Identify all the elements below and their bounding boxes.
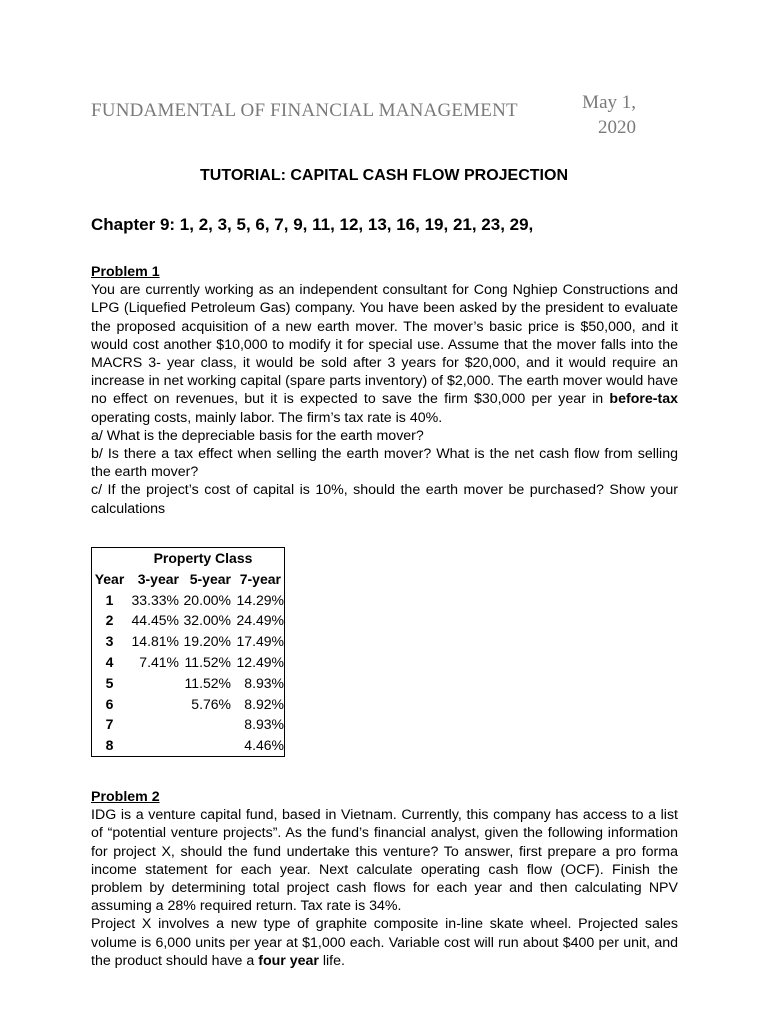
table-cell: 8.92%: [244, 695, 284, 712]
project-x-text-part-1: Project X involves a new type of graphite composite in-line skate wheel. Projected sales volume is 6,000 units per year at $1,000 each. Variable cost will run about $400 per unit, and the product should have a: [91, 916, 678, 969]
table-row: [92, 610, 285, 631]
date-line-1: May 1,: [582, 92, 636, 113]
tutorial-title: TUTORIAL: CAPITAL CASH FLOW PROJECTION: [200, 167, 568, 184]
header-date: [560, 90, 636, 140]
table-cell: 4.46%: [244, 737, 284, 754]
table-cell: 33.33%: [131, 591, 179, 608]
table-cell: 7: [105, 716, 114, 733]
table-row: [92, 590, 285, 611]
problem-1-heading: Problem 1: [91, 264, 160, 280]
table-cell: 7.41%: [139, 653, 179, 670]
date-line-2: 2020: [598, 117, 636, 138]
problem-2-description: IDG is a venture capital fund, based in Vietnam. Currently, this company has access to a list of “potential venture projects”. As the fund’s financial analyst, given the following information for project X, should the fund undertake this venture? To answer, first prepare a pro forma income statement for each year. Next calculate operating cash flow (OCF). Finish the problem by determining total project cash flows for each year and then calculating NPV assuming a 28% required return. Tax rate is 34%.: [91, 807, 678, 915]
table-cell: 3: [105, 633, 114, 650]
column-header: 5-year: [189, 570, 231, 587]
table-cell: [127, 714, 179, 735]
table-cell: [179, 714, 231, 735]
problem-2-heading: Problem 2: [91, 789, 160, 805]
table-row: [92, 714, 285, 735]
table-cell: 2: [105, 612, 114, 629]
project-x-bold-term: four year: [258, 952, 319, 969]
table-cell: 4: [105, 653, 114, 670]
question-a: a/ What is the depreciable basis for the earth mover?: [91, 427, 424, 444]
table-cell: 14.29%: [236, 591, 284, 608]
table-cell: 5: [105, 674, 114, 691]
problem-1-description: [91, 281, 678, 427]
table-cell: [127, 694, 179, 715]
chapter-exercises: Chapter 9: 1, 2, 3, 5, 6, 7, 9, 11, 12, 13, 16, 19, 21, 23, 29,: [91, 215, 534, 234]
table-cell: 19.20%: [183, 633, 231, 650]
table-row: [92, 694, 285, 715]
project-x-description: [91, 915, 678, 970]
table-cell: [127, 673, 179, 694]
table-title: Property Class: [153, 550, 253, 566]
table-cell: 11.52%: [184, 674, 231, 691]
table-cell: 20.00%: [183, 591, 231, 608]
table-cell: 8.93%: [244, 716, 284, 733]
table-cell: 14.81%: [131, 633, 179, 650]
column-header: Year: [94, 570, 125, 587]
course-header: FUNDAMENTAL OF FINANCIAL MANAGEMENT: [91, 100, 518, 121]
table-cell: 5.76%: [191, 695, 231, 712]
question-c: c/ If the project’s cost of capital is 10%, should the earth mover be purchased? Show your calculations: [91, 482, 678, 517]
column-header: 3-year: [137, 570, 179, 587]
table-row: [92, 735, 285, 756]
column-header: 7-year: [239, 570, 281, 587]
problem-1-text-part-1: You are currently working as an independent consultant for Cong Nghiep Constructions and LPG (Liquefied Petroleum Gas) company. You have been asked by the president to evaluate the proposed acquisition of a new earth mover. The mover’s basic price is $50,000, and it would cost another $10,000 to modify it for special use. Assume that the mover falls into the MACRS 3- year class, it would be sold after 3 years for $20,000, and it would require an increase in net working capital (spare parts inventory) of $2,000. The earth mover would have no effect on revenues, but it is expected to save the firm $30,000 per year in: [91, 282, 678, 408]
table-cell: [127, 735, 179, 756]
table-row: [92, 673, 285, 694]
macrs-depreciation-table: [91, 547, 285, 757]
table-cell: 32.00%: [183, 612, 231, 629]
problem-2: [91, 788, 678, 970]
table-cell: 8: [105, 737, 114, 754]
table-cell: 24.49%: [236, 612, 284, 629]
project-x-text-part-2: life.: [318, 952, 345, 969]
table-row: [92, 631, 285, 652]
table-cell: 17.49%: [236, 633, 284, 650]
problem-1: [91, 263, 678, 518]
problem-1-text-part-2: operating costs, mainly labor. The firm’s tax rate is 40%.: [91, 409, 443, 426]
table-header-row: [92, 569, 285, 590]
table-cell: 8.93%: [244, 674, 284, 691]
table-cell: 11.52%: [184, 653, 231, 670]
table-cell: [179, 735, 231, 756]
table-cell: 12.49%: [236, 653, 284, 670]
question-b: b/ Is there a tax effect when selling the earth mover? What is the net cash flow from selling the earth mover?: [91, 446, 678, 481]
table-cell: 44.45%: [131, 612, 179, 629]
table-cell: 1: [105, 591, 114, 608]
table-cell: 6: [105, 695, 114, 712]
problem-1-bold-term: before-tax: [609, 391, 678, 408]
table-row: [92, 652, 285, 673]
